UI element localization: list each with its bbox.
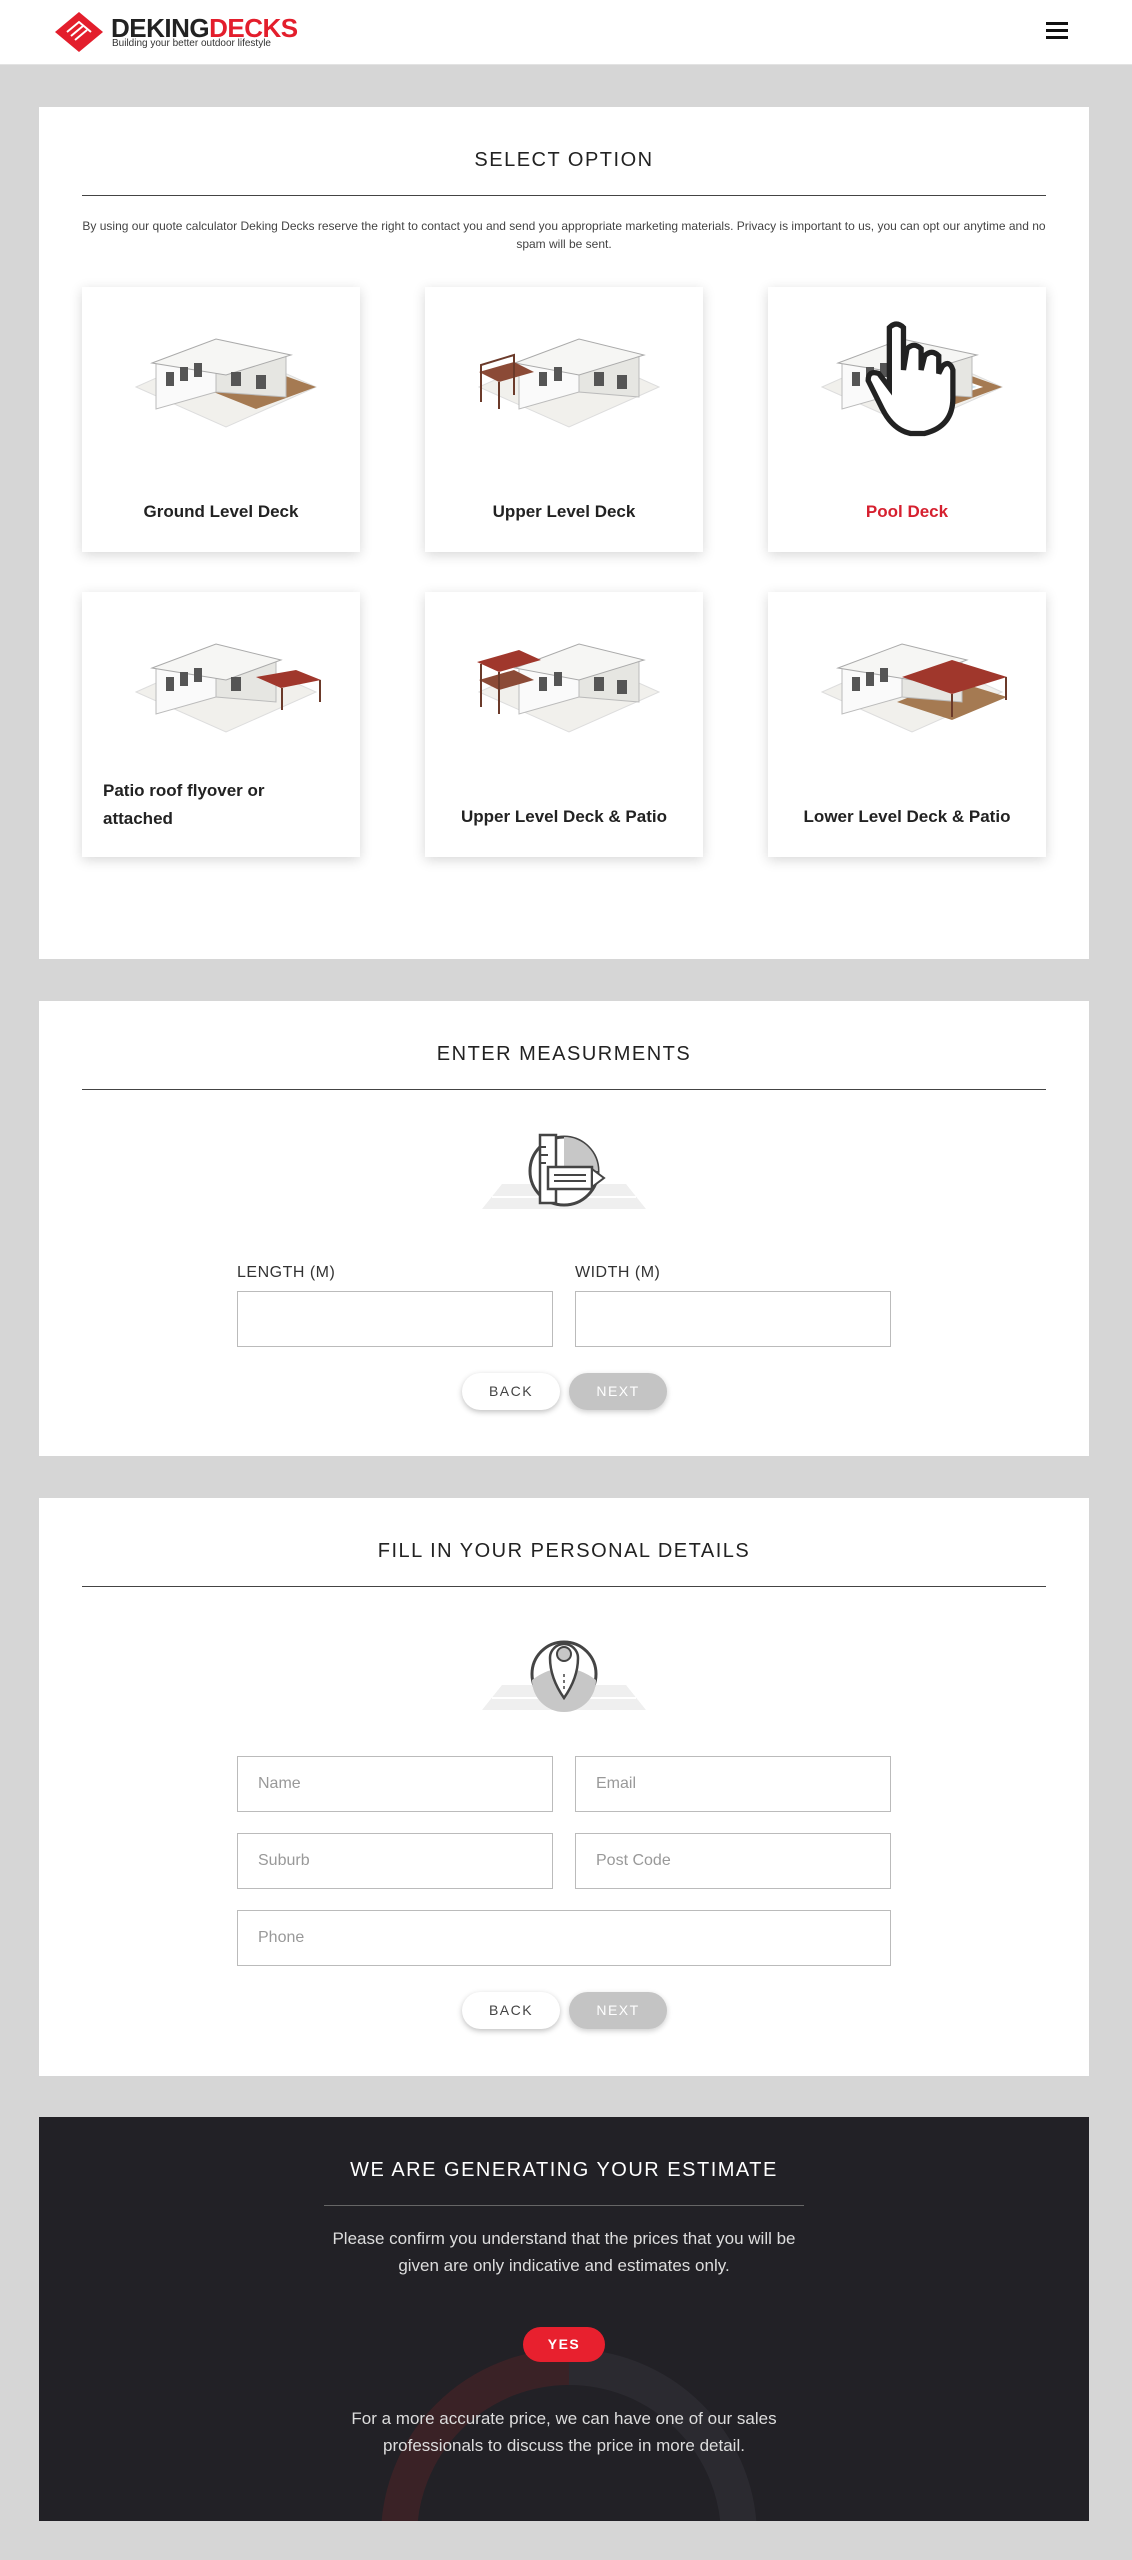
option-label: Upper Level Deck	[492, 502, 636, 521]
option-patio-roof[interactable]	[82, 592, 360, 857]
title-divider	[324, 2205, 804, 2206]
estimate-confirm-text: Please confirm you understand that the prices that you will be given are only indicative and estimates only.	[332, 2229, 796, 2275]
ground-level-deck-house-icon	[116, 317, 326, 437]
option-upper-deck-patio[interactable]	[425, 592, 703, 857]
measurements-title: ENTER MEASURMENTS	[436, 1043, 692, 1065]
select-option-card	[39, 107, 1089, 959]
option-pool-deck[interactable]	[768, 287, 1046, 552]
width-input[interactable]	[575, 1291, 891, 1347]
brand-logo[interactable]	[53, 10, 298, 54]
title-divider	[82, 1586, 1046, 1587]
postcode-field[interactable]	[575, 1833, 891, 1889]
measurements-next-button[interactable]: NEXT	[569, 1373, 667, 1410]
location-pin-icon	[482, 1628, 646, 1723]
yes-button[interactable]: YES	[523, 2327, 605, 2362]
brand-name-part2: DECKS	[209, 13, 298, 43]
patio-roof-house-icon	[116, 622, 326, 742]
option-label: Lower Level Deck & Patio	[803, 807, 1011, 826]
upper-deck-patio-house-icon	[459, 622, 669, 742]
hand-cursor-icon	[802, 317, 1012, 437]
personal-next-button[interactable]: NEXT	[569, 1992, 667, 2029]
length-label: LENGTH (M)	[237, 1264, 336, 1281]
name-field[interactable]	[237, 1756, 553, 1812]
option-upper-level-deck[interactable]	[425, 287, 703, 552]
personal-back-button[interactable]: BACK	[462, 1992, 560, 2029]
phone-field[interactable]	[237, 1910, 891, 1966]
option-label: Patio roof flyover or attached	[103, 781, 265, 828]
title-divider	[82, 1089, 1046, 1090]
option-lower-deck-patio[interactable]	[768, 592, 1046, 857]
personal-details-card	[39, 1498, 1089, 2076]
top-bar	[0, 0, 1132, 65]
option-label: Pool Deck	[865, 502, 949, 521]
option-label: Ground Level Deck	[143, 502, 299, 521]
lower-deck-patio-house-icon	[802, 622, 1012, 742]
title-divider	[82, 195, 1046, 196]
estimate-panel	[39, 2117, 1089, 2521]
estimate-title: WE ARE GENERATING YOUR ESTIMATE	[350, 2159, 778, 2181]
brand-name-part1: DEKING	[111, 13, 210, 43]
measurements-card	[39, 1001, 1089, 1456]
hamburger-menu-icon[interactable]	[1043, 17, 1071, 43]
suburb-field[interactable]	[237, 1833, 553, 1889]
privacy-disclaimer: By using our quote calculator Deking Decks reserve the right to contact you and send you appropriate marketing materials. Privacy is important to us, you can opt our anytime and no spam will be sent.	[82, 219, 1046, 251]
width-label: WIDTH (M)	[575, 1264, 661, 1281]
select-option-title: SELECT OPTION	[474, 149, 654, 171]
logo-icon	[53, 10, 105, 54]
length-input[interactable]	[237, 1291, 553, 1347]
option-label: Upper Level Deck & Patio	[461, 807, 667, 826]
ruler-measure-icon	[482, 1129, 646, 1224]
brand-tagline: Building your better outdoor lifestyle	[112, 38, 271, 49]
email-field[interactable]	[575, 1756, 891, 1812]
estimate-more-text: For a more accurate price, we can have one of our sales professionals to discuss the price in more detail.	[351, 2409, 777, 2455]
option-ground-level-deck[interactable]	[82, 287, 360, 552]
personal-details-title: FILL IN YOUR PERSONAL DETAILS	[377, 1540, 751, 1562]
upper-level-deck-house-icon	[459, 317, 669, 437]
measurements-back-button[interactable]: BACK	[462, 1373, 560, 1410]
gauge-decoration	[369, 2287, 769, 2521]
